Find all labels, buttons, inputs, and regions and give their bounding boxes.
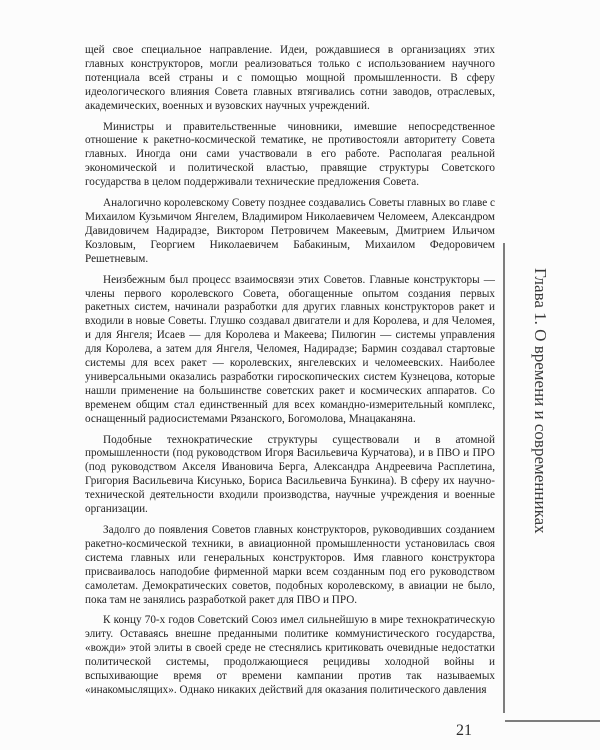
paragraph: щей свое специальное направление. Идеи, рождавшиеся в организациях этих главных конструкторов, могли реализоваться только с использованием научного потенциала всей страны и с помощью мощной промышленности. В сферу идеологического влияния Совета главных втягивались сотни заводов, отраслевых, академических, военных и вузовских научных учреждений. <box>85 44 495 112</box>
margin-rule-horizontal <box>505 720 600 722</box>
page-number: 21 <box>456 722 472 739</box>
main-text-block <box>85 44 495 698</box>
paragraph: Аналогично королевскому Совету позднее создавались Советы главных во главе с Михаилом Кузьмичом Янгелем, Владимиром Николаевичем Челомеем, Александром Давидовичем Надирадзе, Виктором Петровичем Макеевым, Дмитрием Ильичом Козловым, Георгием Николаевичем Бабакиным, Михаилом Федоровичем Решетневым. <box>85 197 495 265</box>
margin-rule-vertical <box>503 243 505 713</box>
paragraph: К концу 70-х годов Советский Союз имел сильнейшую в мире технократическую элиту. Оставаясь внешне преданными политике коммунистического государства, «вожди» этой элиты в своей среде не стеснялись критиковать очевидные недостатки политической системы, продолжающиеся рецидивы холодной войны и вспыхивающие время от времени кампании против так называемых «инакомыслящих». Однако никаких действий для оказания политического давления <box>85 614 495 696</box>
paragraph: Подобные технократические структуры существовали и в атомной промышленности (под руководством Игоря Васильевича Курчатова), и в ПВО и ПРО (под руководством Акселя Ивановича Берга, Александра Андреевича Расплетина, Григория Васильевича Кисунько, Бориса Васильевича Бункина). В сферу их научно-технической деятельности входили производства, научные учреждения и военные организации. <box>85 433 495 516</box>
running-chapter-title: Глава 1. О времени и современниках <box>531 268 550 534</box>
paragraph: Министры и правительственные чиновники, имевшие непосредственное отношение к ракетно-космической тематике, не противостояли авторитету Совета главных. Иногда они сами участвовали в его работе. Располагая реальной экономической и политической властью, правящие структуры Советского государства в целом поддерживали технические предложения Совета. <box>85 120 495 189</box>
paragraph: Задолго до появления Советов главных конструкторов, руководивших созданием ракетно-космической техники, в авиационной промышленности установилась своя система главных или генеральных конструкторов. Имя главного конструктора присваивалось наподобие фирменной марки всем созданным под его руководством самолетам. Демократических советов, подобных королевскому, в авиации не было, пока там не занялись разработкой ракет для ПВО и ПРО. <box>85 524 495 606</box>
paragraph: Неизбежным был процесс взаимосвязи этих Советов. Главные конструкторы — члены первого королевского Совета, обогащенные опытом создания первых ракетных систем, начинали разработки для других главных конструкторов ракет и входили в новые Советы. Глушко создавал двигатели и для Королева, и для Челомея, и для Янгеля; Исаев — для Королева и Макеева; Пилюгин — системы управления для Королева, а затем для Янгеля, Челомея, Надирадзе; Бармин создавал стартовые системы для всех ракет — королевских, янгелевских и челомеевских. Наиболее универсальными оказались разработки гироскопических систем Кузнецова, которые нашли применение на большинстве советских ракет и космических аппаратов. Со временем общим стал единственный для всех командно-измерительный комплекс, оснащенный радиосистемами Рязанского, Богомолова, Мнацаканяна. <box>85 273 495 425</box>
